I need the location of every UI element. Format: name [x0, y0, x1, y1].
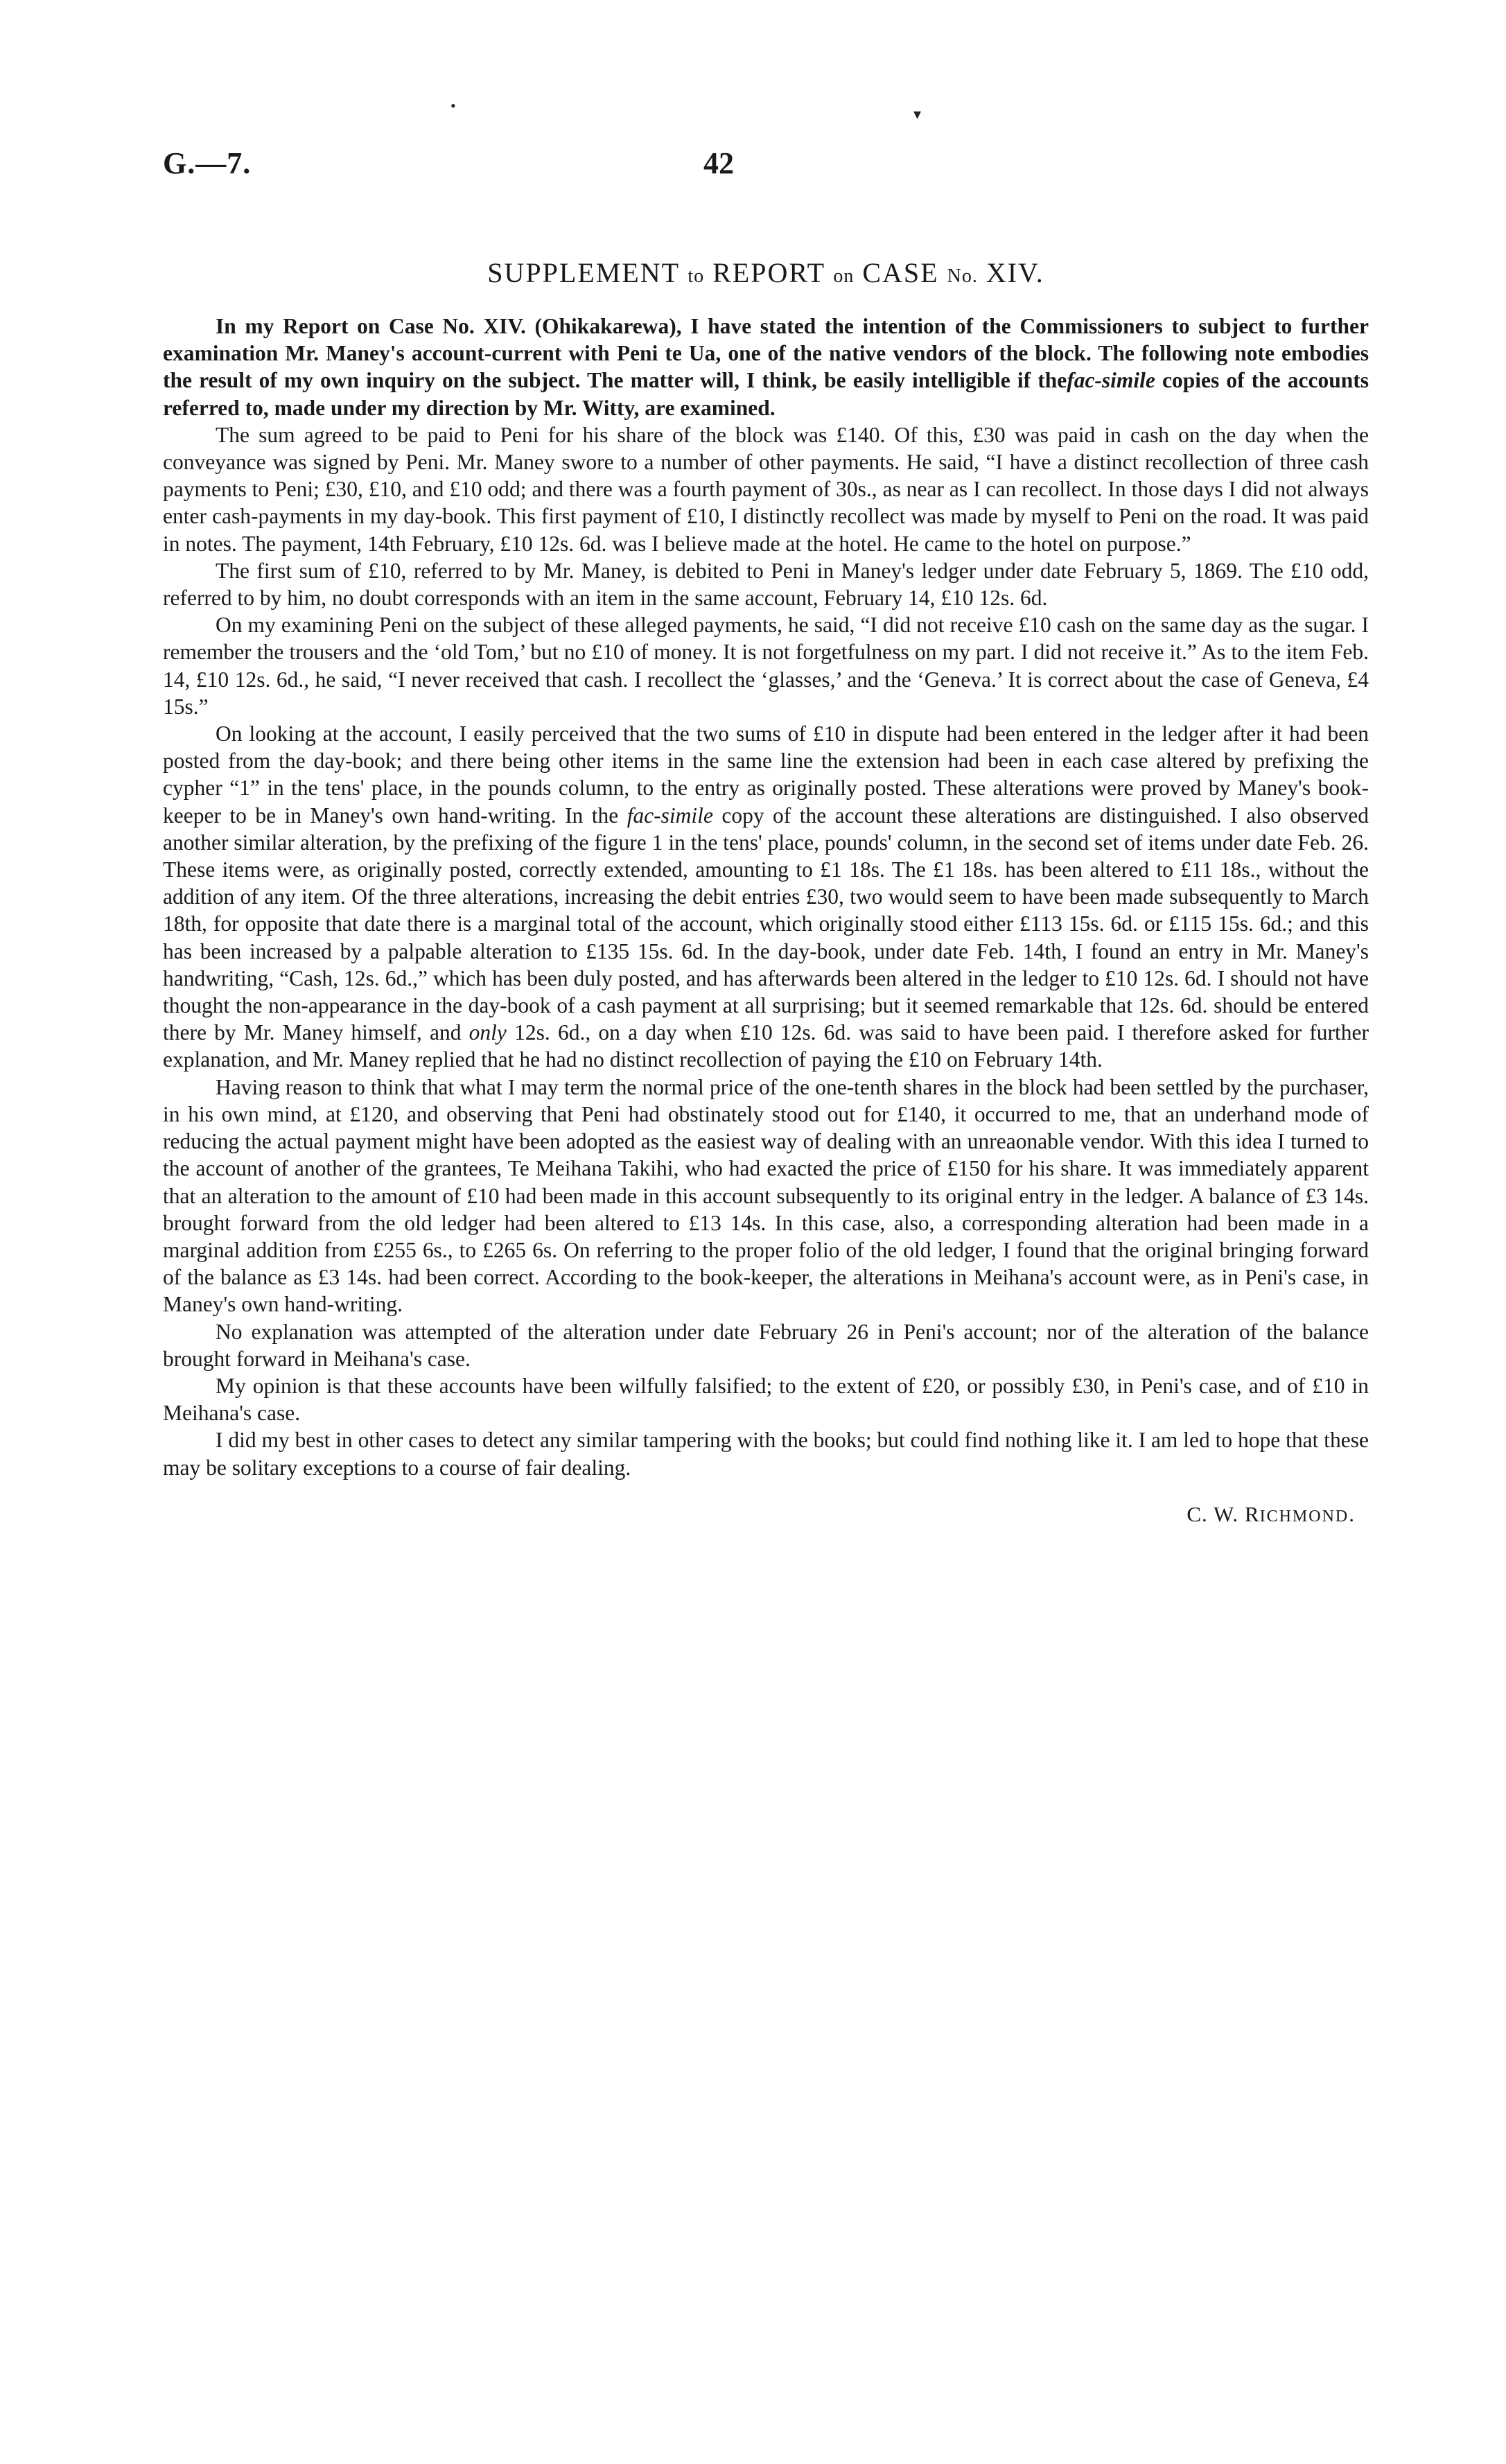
paragraph-ledger-alterations — [163, 720, 1369, 1074]
signature — [163, 1502, 1369, 1527]
paragraph-payments: The sum agreed to be paid to Peni for his share of the block was £140. Of this, £30 was paid in cash on the day when the conveyance was signed by Peni. Mr. Maney swore to a number of other payments. He said, “I have a distinct recollection of three cash payments to Peni; £30, £10, and £10 odd; and there was a fourth payment of 30s., as near as I can recollect. In those days I did not always enter cash-payments in my day-book. This first payment of £10, I distinctly recollect was made by myself to Peni on the road. It was paid in notes. The payment, 14th February, £10 12s. 6d. was I believe made at the hotel. He came to the hotel on purpose.” — [163, 422, 1369, 556]
title-part: on — [833, 265, 855, 287]
title-part: XIV. — [977, 257, 1044, 288]
print-mark: ▾ — [913, 105, 922, 123]
emphasis-text: fac-simile — [1067, 368, 1155, 393]
page-number: 42 — [703, 146, 734, 180]
paragraph-no-explanation: No explanation was attempted of the alteration under date February 26 in Peni's account; nor of the alteration of the balance brought forward in Meihana's case. — [163, 1319, 1369, 1371]
paragraph-intro — [163, 313, 1369, 421]
paragraph-conclusion: I did my best in other cases to detect any similar tampering with the books; but could find nothing like it. I am led to hope that these may be solitary exceptions to a course of fair dealing. — [163, 1428, 1369, 1480]
title-part: No. — [947, 265, 978, 287]
title-part: CASE — [854, 257, 947, 288]
title-part: REPORT — [704, 257, 834, 288]
page-title — [163, 256, 1369, 289]
paragraph-peni-testimony: On my examining Peni on the subject of these alleged payments, he said, “I did not receive £10 cash on the same day as the sugar. I remember the trousers and the ‘old Tom,’ but no £10 of money. It is not forgetfulness on my part. I did not receive it.” As to the item Feb. 14, £10 12s. 6d., he said, “I never received that cash. I recollect the ‘glasses,’ and the ‘Geneva.’ It is correct about the case of Geneva, £4 15s.” — [163, 613, 1369, 719]
signature-surname: ICHMOND — [1259, 1507, 1349, 1526]
paragraph-meihana-account: Having reason to think that what I may term the normal price of the one-tenth shares in the block had been settled by the purchaser, in his own mind, at £120, and observing that Peni had obstinately stood out for £140, it occurred to me, that an underhand mode of reducing the actual payment might have been adopted as the easiest way of dealing with an unreaonable vendor. With this idea I turned to the account of another of the grantees, Te Meihana Takihi, who had exacted the price of £150 for his share. It was immediately apparent that an alteration to the amount of £10 had been made in this account subsequently to its original entry in the ledger. A balance of £3 14s. brought forward from the old ledger had been altered to £13 14s. In this case, also, a corresponding alteration had been made in a marginal addition from £255 6s., to £265 6s. On referring to the proper folio of the old ledger, I found that the original bringing forward of the balance as £3 14s. had been correct. According to the book-keeper, the alterations in Meihana's account were, as in Peni's case, in Maney's own hand-writing. — [163, 1074, 1369, 1317]
paragraph-text: copy of the account these alterations are distinguished. I also observed another similar alteration, by the prefixing of the figure 1 in the tens' place, pounds' column, in the second set of items under date Feb. 26. These items were, as originally posted, correctly extended, amounting to £1 18s. The £1 18s. has been altered to £11 18s., without the addition of any item. Of the three alterations, increasing the debit entries £30, two would seem to have been made subsequently to March 18th, for opposite that date there is a marginal total of the account, which originally stood either £113 15s. 6d. or £115 15s. 6d.; and this has been increased by a palpable alteration to £135 15s. 6d. In the day-book, under date Feb. 14th, I found an entry in Mr. Maney's handwriting, “Cash, 12s. 6d.,” which has been duly posted, and has afterwards been altered in the ledger to £10 12s. 6d. I should not have thought the non-appearance in the day-book of a cash payment at all surprising; but it seemed remarkable that 12s. 6d. should be entered there by Mr. Maney himself, and — [163, 803, 1369, 1045]
paragraph-text: On looking at the account, I easily perceived that the two sums of £10 in dispute had been entered in the ledger after it had been posted from the day-book; and there being other items in the same line the extension had been in each case altered by prefixing the cypher “1” in the tens' place, in the pounds column, to the entry as originally posted. These alterations were proved by Maney's book-keeper to be in Maney's own hand-writing. In the — [163, 722, 1369, 828]
emphasis-text: fac-simile — [627, 803, 713, 828]
page-header — [163, 139, 1369, 194]
emphasis-text: only — [469, 1020, 507, 1045]
title-part: SUPPLEMENT — [487, 257, 688, 288]
print-mark: • — [450, 97, 456, 114]
document-code: G.—7. — [163, 146, 252, 180]
paragraph-text: copies of the accounts referred to, made under my direction by Mr. Witty, are examined. — [163, 368, 1369, 420]
paragraph-opinion: My opinion is that these accounts have been wilfully falsified; to the extent of £20, or possibly £30, in Peni's case, and of £10 in Meihana's case. — [163, 1373, 1369, 1426]
signature-initials: C. W. R — [1187, 1501, 1260, 1526]
signature-period: . — [1349, 1501, 1355, 1526]
paragraph-text: In my Report on Case No. XIV. (Ohikakarewa), I have stated the intention of the Commissioners to subject to further examination Mr. Maney's account-current with Peni te Ua, one of the native vendors of the block. The following note embodies the result of my own inquiry on the subject. The matter will, I think, be easily intelligible if the — [163, 314, 1369, 393]
document-page — [163, 139, 1369, 1527]
paragraph-first-sum: The first sum of £10, referred to by Mr. Maney, is debited to Peni in Maney's ledger under date February 5, 1869. The £10 odd, referred to by him, no doubt corresponds with an item in the same account, February 14, £10 12s. 6d. — [163, 558, 1369, 611]
title-part: to — [688, 265, 705, 287]
paragraph-text: 12s. 6d., on a day when £10 12s. 6d. was said to have been paid. I therefore asked for further explanation, and Mr. Maney replied that he had no distinct recollection of paying the £10 on February 14th. — [163, 1020, 1369, 1072]
